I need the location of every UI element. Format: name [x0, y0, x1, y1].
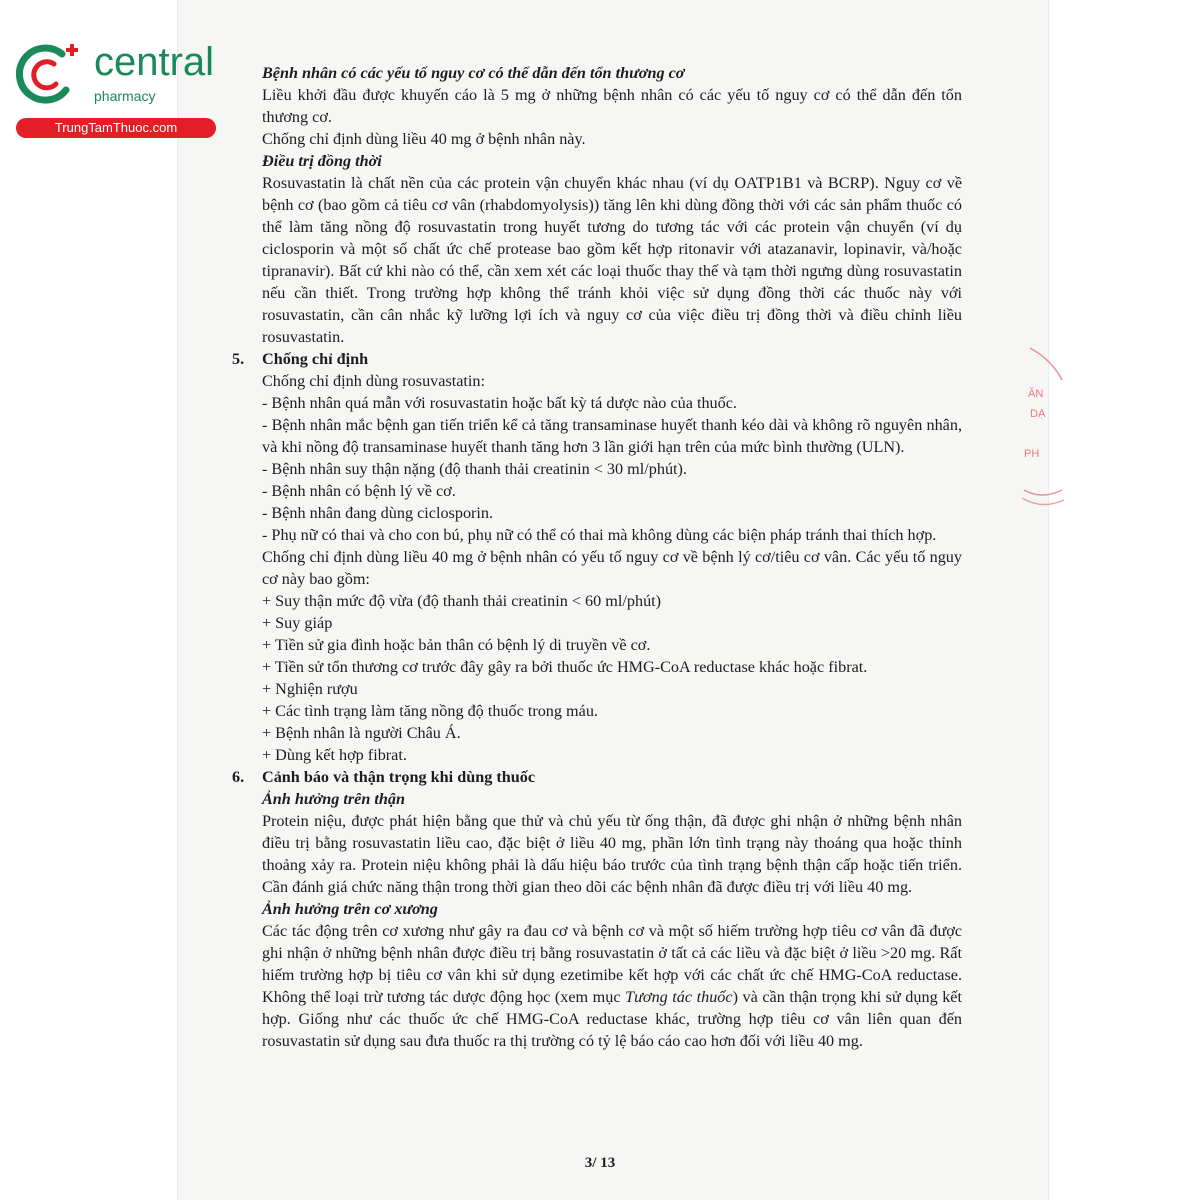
- section-heading-5: [232, 348, 962, 370]
- list-item: + Dùng kết hợp fibrat.: [262, 746, 407, 764]
- list-item: - Phụ nữ có thai và cho con bú, phụ nữ có thể có thai mà không dùng các biện pháp tránh thai thích hợp.: [262, 526, 937, 544]
- subheading-kidney: Ảnh hưởng trên thận: [262, 790, 406, 808]
- paragraph: Rosuvastatin là chất nền của các protein vận chuyển khác nhau (ví dụ OATP1B1 và BCRP). Nguy cơ về bệnh cơ (bao gồm cả tiêu cơ vân (rhabdomyolysis)) tăng lên khi dùng đồng thời với các sản phẩm thuốc có thể làm tăng nồng độ rosuvastatin trong huyết tương do tương tác với các protein vận chuyển (ví dụ ciclosporin và một số chất ức chế protease bao gồm kết hợp ritonavir với atazanavir, lopinavir, và/hoặc tipranavir). Bất cứ khi nào có thể, cần xem xét các loại thuốc thay thế và tạm thời ngưng dùng rosuvastatin nếu cần thiết. Trong trường hợp không thể tránh khỏi việc sử dụng đồng thời các thuốc này với rosuvastatin, cần cân nhắc kỹ lưỡng lợi ích và nguy cơ của việc điều trị đồng thời và điều chỉnh liều rosuvastatin.: [262, 174, 962, 346]
- subheading-concurrent-treatment: Điều trị đồng thời: [262, 152, 382, 170]
- section-number: 6.: [232, 768, 245, 786]
- paragraph: Chống chỉ định dùng liều 40 mg ở bệnh nhân này.: [262, 130, 586, 148]
- cross-reference: Tương tác thuốc: [625, 988, 733, 1006]
- subheading-risk-factors: Bệnh nhân có các yếu tố nguy cơ có thể dẫn đến tổn thương cơ: [262, 64, 685, 82]
- subheading-musculoskeletal: Ảnh hưởng trên cơ xương: [262, 900, 438, 918]
- central-pharmacy-logo-icon: [14, 40, 84, 110]
- list-item: - Bệnh nhân suy thận nặng (độ thanh thải creatinin < 30 ml/phút).: [262, 460, 687, 478]
- section-heading-6: [232, 766, 962, 788]
- list-item: + Nghiện rượu: [262, 680, 358, 698]
- brand-logo[interactable]: [8, 36, 218, 140]
- paragraph: Protein niệu, được phát hiện bằng que thử và chủ yếu từ ống thận, đã được ghi nhận ở những bệnh nhân điều trị bằng rosuvastatin liều cao, đặc biệt ở liều 40 mg, phần lớn tình trạng này thoáng qua hoặc thỉnh thoảng xảy ra. Protein niệu không phải là dấu hiệu báo trước của tình trạng bệnh thận cấp hoặc tiến triển. Cần đánh giá chức năng thận trong thời gian theo dõi các bệnh nhân đã được điều trị với liều 40 mg.: [262, 812, 962, 896]
- text-run: ) và cần thận trọng khi sử dụng kết hợp. Giống như các thuốc ức chế HMG-CoA reductase khác, trường hợp tiêu cơ vân liên quan đến rosuvastatin sử dụng sau đưa thuốc ra thị trường có tỷ lệ báo cáo cao hơn đối với liều 40 mg.: [262, 988, 962, 1050]
- list-item: + Suy giáp: [262, 614, 333, 632]
- list-item: - Bệnh nhân quá mẫn với rosuvastatin hoặc bất kỳ tá dược nào của thuốc.: [262, 394, 737, 412]
- list-item: - Bệnh nhân đang dùng ciclosporin.: [262, 504, 494, 522]
- stamp-text-1: ĂN: [1028, 388, 1044, 400]
- page-number: 3/ 13: [584, 1155, 616, 1171]
- list-item: - Bệnh nhân có bệnh lý về cơ.: [262, 482, 456, 500]
- list-item: + Suy thận mức độ vừa (độ thanh thải creatinin < 60 ml/phút): [262, 592, 662, 610]
- section-title: Chống chỉ định: [262, 350, 369, 368]
- list-item: - Bệnh nhân mắc bệnh gan tiến triển kể cả tăng transaminase huyết thanh kéo dài và không rõ nguyên nhân, và khi nồng độ transaminase huyết thanh tăng hơn 3 lần giới hạn trên của mức bình thường (ULN).: [262, 416, 962, 456]
- brand-sub: pharmacy: [94, 88, 156, 104]
- brand-name: central: [94, 40, 215, 84]
- list-item: + Bệnh nhân là người Châu Á.: [262, 724, 461, 742]
- paragraph: [262, 920, 962, 1052]
- list-item: + Tiền sử gia đình hoặc bản thân có bệnh lý di truyền về cơ.: [262, 636, 651, 654]
- stamp-arc-icon: [1012, 340, 1072, 520]
- paragraph: Liều khởi đầu được khuyến cáo là 5 mg ở những bệnh nhân có các yếu tố nguy cơ có thể dẫn đến tổn thương cơ.: [262, 86, 962, 126]
- list-item: + Tiền sử tổn thương cơ trước đây gây ra bởi thuốc ức HMG-CoA reductase khác hoặc fibrat.: [262, 658, 868, 676]
- brand-site: TrungTamThuoc.com: [16, 118, 216, 138]
- document-body: [232, 62, 962, 1052]
- red-stamp: [1012, 340, 1072, 520]
- list-item: + Các tình trạng làm tăng nồng độ thuốc trong máu.: [262, 702, 598, 720]
- section-title: Cảnh báo và thận trọng khi dùng thuốc: [262, 768, 536, 786]
- stamp-text-3: PH: [1024, 448, 1040, 460]
- text-run: Các tác động trên cơ xương như gây ra đau cơ và bệnh cơ và một số hiếm trường hợp tiêu cơ vân đã được ghi nhận ở những bệnh nhân được điều trị bằng rosuvastatin ở tất cả các liều và đặc biệt ở liều >20 mg. Rất hiếm trường hợp bị tiêu cơ vân khi sử dụng ezetimibe kết hợp với các chất ức chế HMG-CoA reductase. Không thể loại trừ tương tác dược động học (xem mục: [262, 922, 962, 1006]
- section-number: 5.: [232, 350, 245, 368]
- stamp-text-2: DẠ: [1030, 408, 1046, 420]
- paragraph: Chống chỉ định dùng rosuvastatin:: [262, 372, 486, 390]
- paragraph: Chống chỉ định dùng liều 40 mg ở bệnh nhân có yếu tố nguy cơ về bệnh lý cơ/tiêu cơ vân. Các yếu tố nguy cơ này bao gồm:: [262, 548, 962, 588]
